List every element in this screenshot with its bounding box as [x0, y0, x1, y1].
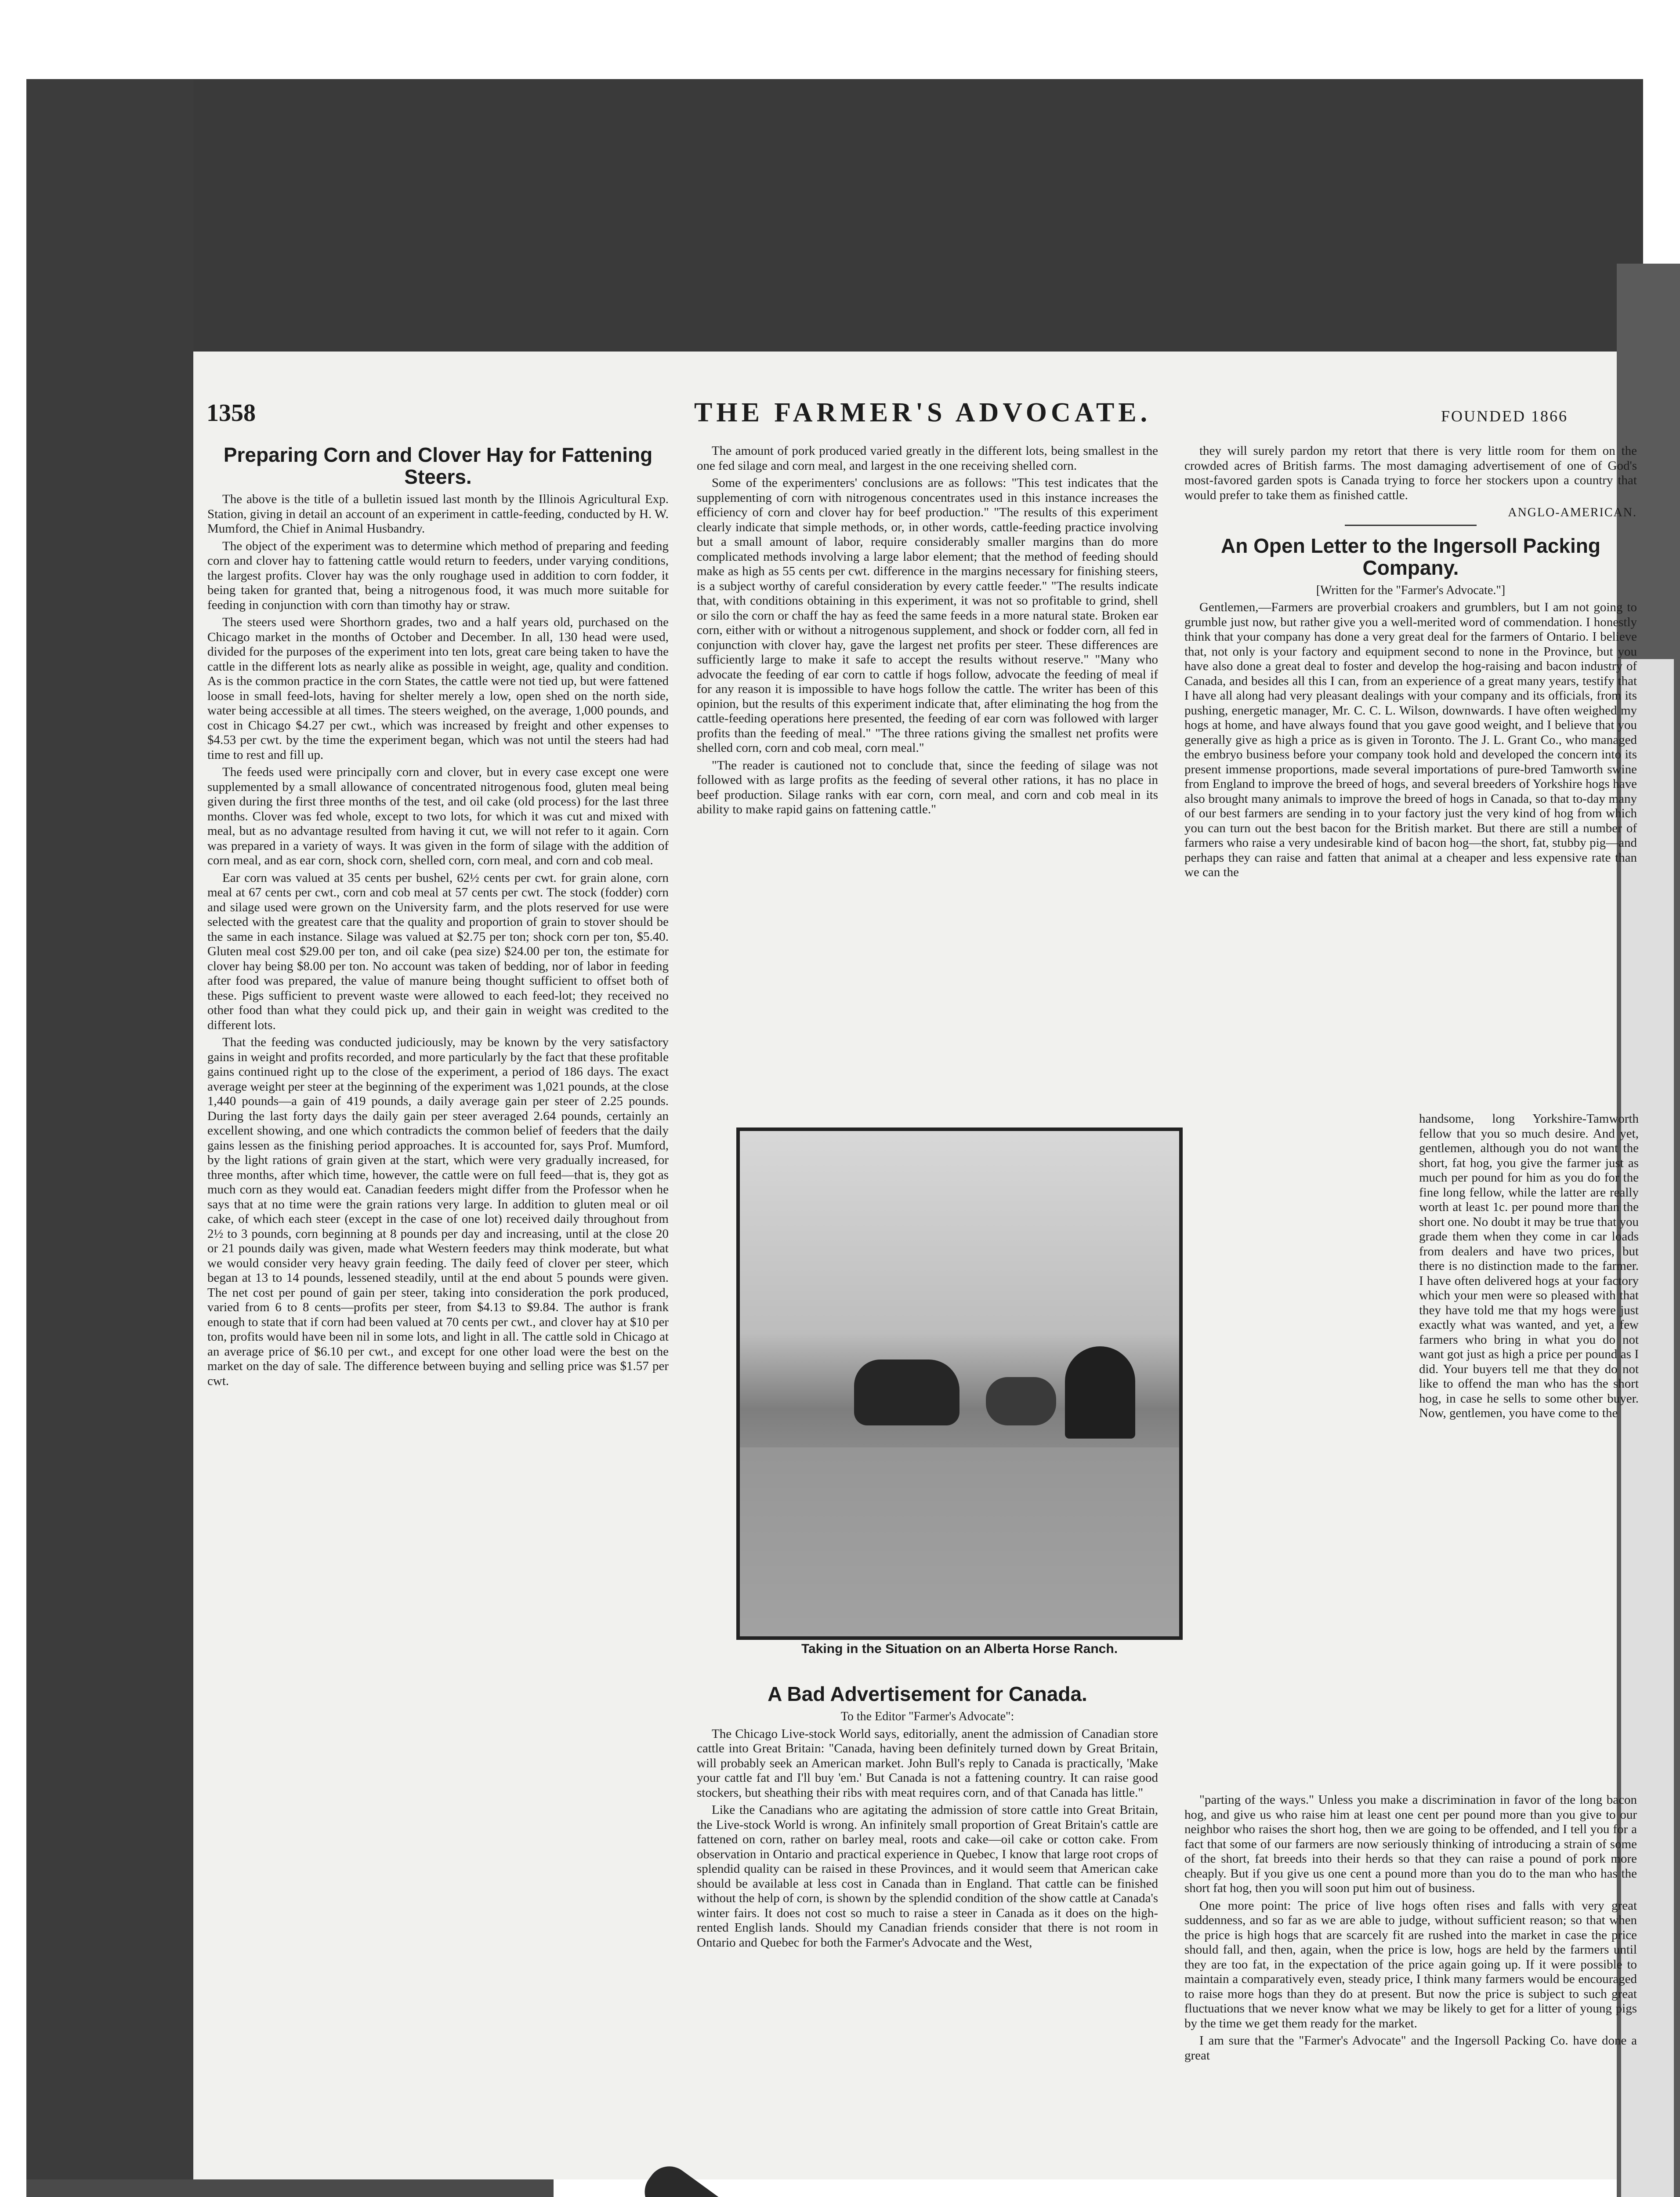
- article-title-corn-clover: Preparing Corn and Clover Hay for Fattening Steers.: [223, 443, 653, 488]
- column-right-narrow: [1419, 1112, 1639, 1424]
- horse-figure: [986, 1377, 1056, 1425]
- horse-figure: [854, 1360, 959, 1425]
- paragraph: The amount of pork produced varied greatly in the different lots, being smallest in the one fed silage and corn meal, and largest in the one receiving shelled corn.: [697, 444, 1158, 473]
- article-title-bad-advertisement: A Bad Advertisement for Canada.: [768, 1682, 1087, 1705]
- scan-shadow-bottom: [26, 2179, 554, 2197]
- page-number: 1358: [206, 399, 256, 427]
- column-middle-lower: [697, 1683, 1158, 1953]
- paragraph: they will surely pardon my retort that there is very little room for them on the crowded acres of British farms. The most damaging advertisement of one of God's most-favored garden spots is Canada trying to force her stockers upon a country that would prefer to take them as finished cattle.: [1184, 444, 1637, 502]
- written-for-note: [Written for the "Farmer's Advocate."]: [1316, 583, 1506, 597]
- paragraph: Gentlemen,—Farmers are proverbial croakers and grumblers, but I am not going to grumble just now, but rather give you a well-merited word of commendation. I honestly think that your company has done a very great deal for the farmers of Ontario. I believe that, not only is your factory and equipment second to none in the Province, but you have also done a great deal to foster and develop the hog-raising and bacon industry of Canada, and besides all this I can, from an experience of a great many years, testify that I have all along had very pleasant dealings with your company and its officials, from its pushing, energetic manager, Mr. C. C. L. Wilson, downwards. I have often weighed my hogs at home, and have always found that you gave good weight, and I believe that you generally give as high a price as is given in Toronto. The J. L. Grant Co., who managed the embryo business before your company took hold and developed the concern into its present immense proportions, made several importations of pure-bred Tamworth swine from England to improve the breed of hogs, and several breeders of Yorkshire hogs have also brought many animals to improve the breed of hogs in Canada, so that to-day many of our best farmers are sending in to your factory just the very kind of hog from which you can turn out the best bacon for the British market. But there are still a number of farmers who raise a very undesirable kind of bacon hog—the short, fat, stubby pig—and perhaps they can raise and fatten that animal at a cheaper and less expensive rate than we can the: [1184, 600, 1637, 879]
- paragraph: Ear corn was valued at 35 cents per bushel, 62½ cents per cwt. for grain alone, corn meal at 67 cents per cwt., corn and cob meal at 57 cents per cwt. The stock (fodder) corn and silage used were grown on the University farm, and the plots reserved for use were selected with the greatest care that the quality and proportion of grain to stover should be the same in each instance. Silage was valued at $2.75 per ton; shock corn per ton, $5.40. Gluten meal cost $29.00 per ton, and oil cake (pea size) $24.00 per ton, the estimate for clover hay being $8.00 per ton. No account was taken of bedding, nor of labor in feeding after food was prepared, the value of manure being thought sufficient to offset both of these. Pigs sufficient to prevent waste were allowed to each feed-lot; they received no other food than what they could pick up, and their gain in weight was credited to the different lots.: [207, 870, 669, 1032]
- paragraph: The Chicago Live-stock World says, editorially, anent the admission of Canadian store cattle into Great Britain: "Canada, having been definitely turned down by Great Britain, will probably seek an American market. John Bull's reply to Canada is practically, 'Make your cattle fat and I'll buy 'em.' But Canada is not a fattening country. It can raise good stockers, but sheathing their ribs with meat requires corn, and of that Canada has little.": [697, 1726, 1158, 1800]
- paragraph: handsome, long Yorkshire-Tamworth fellow that you so much desire. And yet, gentlemen, although you do not want the short, fat hog, you give the farmer just as much per pound for him as you do for the fine long fellow, while the latter are really worth at least 1c. per pound more than the short one. No doubt it may be true that you grade them when they come in car loads from dealers and have two prices, but there is no distinction made to the farmer. I have often delivered hogs at your factory which your men were so pleased with that they have told me that my hogs were just exactly what was wanted, and yet, a few farmers who bring in what you do not want got just as high a price per pound as I did. Your buyers tell me that they do not like to offend the man who has the short hog, in case he sells to some other buyer. Now, gentlemen, you have come to the: [1419, 1112, 1639, 1420]
- paragraph: That the feeding was conducted judiciously, may be known by the very satisfactory gains in weight and profits recorded, and more particularly by the fact that these profitable gains continued right up to the close of the experiment, a period of 186 days. The exact average weight per steer at the beginning of the experiment was 1,021 pounds, at the close 1,440 pounds—a gain of 419 pounds, a daily average gain per steer of 2.25 pounds. During the last forty days the daily gain per steer averaged 2.64 pounds, certainly an excellent showing, and one which contradicts the common belief of feeders that the daily gains lessen as the finishing period approaches. It is accounted for, says Prof. Mumford, by the light rations of grain given at the start, which were very gradually increased, for three months, after which time, however, the cattle were on full feed—that is, they got as much corn as they would eat. Canadian feeders might differ from the Professor when he says that at no time were the grain rations very large. In addition to gluten meal or oil cake, of which each steer (except in the case of one lot) received daily throughout from 2½ to 3 pounds, corn beginning at 8 pounds per day and increasing, until at the close 20 or 21 pounds daily was given, made what Western feeders may think moderate, but what we would consider very heavy grain feeding. The daily feed of clover per steer, which began at 13 to 14 pounds, lessened steadily, until at the end about 5 pounds were given. The net cost per pound of gain per steer, taking into consideration the pork produced, varied from 6 to 8 cents—profits per steer, from $4.13 to $9.84. The author is frank enough to state that if corn had been valued at 70 cents per cwt., and clover hay at $10 per ton, profits would have been nil in some lots, and light in all. The cattle sold in Chicago at an average price of $6.10 per cwt., and except for one other load were the best on the market on the day of sale. The difference between buying and selling price was $1.57 per cwt.: [207, 1035, 669, 1388]
- paragraph: "The reader is cautioned not to conclude that, since the feeding of silage was not followed with as large profits as the feeding of several other rations, it has no place in beef production. Silage ranks with ear corn, corn meal, and corn and cob meal in its ability to make rapid gains on fattening cattle.": [697, 758, 1158, 816]
- paragraph: One more point: The price of live hogs often rises and falls with very great suddenness, and so far as we are able to judge, without sufficient reason; so that when the price is high hogs that are scarcely fit are rushed into the market in case the price should fall, and then, again, when the price is low, hogs are held by the farmers until they are too fat, in the expectation of the price again going up. If it were possible to maintain a comparatively even, steady price, I think many farmers would be encouraged to raise more hogs than they do at present. But now the price is subject to such great fluctuations that we never know what we may be likely to get for a litter of young pigs by the time we get them ready for the market.: [1184, 1898, 1637, 2030]
- paragraph: "parting of the ways." Unless you make a discrimination in favor of the long bacon hog, and give us who raise him at least one cent per pound more than you give to our neighbor who raises the short hog, then we are going to be offended, and I tell you for a fact that some of our farmers are now seriously thinking of introducing a strain of some of the short, fat breeds into their herds so that they can raise a pound of pork more cheaply. But if you give us one cent a pound more than you do to the man who has the short fat hog, then you will soon put him out of business.: [1184, 1793, 1637, 1895]
- haystack-figure: [1065, 1346, 1135, 1439]
- column-middle: [697, 444, 1158, 820]
- paragraph: The steers used were Shorthorn grades, two and a half years old, purchased on the Chicago market in the months of October and December. In all, 130 head were used, divided for the purposes of the experiment into ten lots, great care being taken to have the cattle in the different lots as nearly alike as possible in weight, age, quality and condition. As is the common practice in the corn States, the cattle were not tied up, but were fattened loose in small feed-lots, having for shelter merely a low, open shed on the north side, water being accessible at all times. The steers weighed, on the average, 1,000 pounds, and cost in Chicago $4.27 per cwt., which was increased by freight and other expenses to $4.53 per cwt. by the time the experiment began, which was not until the steers had had time to rest and fill up.: [207, 615, 669, 762]
- paragraph: The object of the experiment was to determine which method of preparing and feeding corn and clover hay to fattening cattle would return to feeders, under varying conditions, the largest profits. Clover hay was the only roughage used in addition to corn fodder, it being taken for granted that, being a nitrogenous food, it was much more suitable for feeding in conjunction with corn than timothy hay or straw.: [207, 539, 669, 612]
- signature-anglo-american: ANGLO-AMERICAN.: [1508, 506, 1637, 519]
- horse-ranch-photo: [736, 1128, 1183, 1640]
- newspaper-page: [193, 352, 1639, 2179]
- paragraph: The above is the title of a bulletin issued last month by the Illinois Agricultural Exp. Station, giving in detail an account of an experiment in cattle-feeding, conducted by H. W. Mumford, the Chief in Animal Husbandry.: [207, 492, 669, 536]
- article-title-open-letter: An Open Letter to the Ingersoll Packing Company.: [1221, 534, 1600, 579]
- photo-ground: [740, 1447, 1179, 1636]
- paragraph: The feeds used were principally corn and clover, but in every case except one were supplemented by a small allowance of concentrated nitrogenous food, gluten meal being given during the first three months of the test, and oil cake (old process) for the last three months. Clover was fed whole, except to two lots, for which it was cut and mixed with meal, but as no advantage resulted from having it cut, we will not refer to it again. Corn was prepared in a variety of ways. It was given in the form of silage with the addition of corn meal, and as ear corn, shock corn, shelled corn, corn meal, and corn and cob meal.: [207, 765, 669, 867]
- divider-rule: [1345, 525, 1477, 526]
- to-editor-note: To the Editor "Farmer's Advocate":: [840, 1710, 1014, 1723]
- paragraph: I am sure that the "Farmer's Advocate" and the Ingersoll Packing Co. have done a great: [1184, 2034, 1637, 2063]
- scan-shadow-top: [26, 79, 1643, 352]
- photo-caption: Taking in the Situation on an Alberta Horse Ranch.: [801, 1642, 1118, 1656]
- masthead-title: THE FARMER'S ADVOCATE.: [694, 398, 1151, 428]
- paragraph: Some of the experimenters' conclusions are as follows: "This test indicates that the supplementing of corn with nitrogenous concentrates used in this instance increases the efficiency of corn and clover hay for beef production." "The results of this experiment clearly indicate that simple methods, or, in other words, cattle-feeding practice involving but a small amount of labor, require considerably smaller margins than do more complicated methods involving a large labor element; that the method of feeding should make as high as 55 cents per cwt. difference in the margins necessary for finishing steers, is a subject worthy of careful consideration by every cattle feeder." "The results indicate that, with conditions obtaining in this experiment, it was not so profitable to grind, shell or silo the corn or chaff the hay as feed the same feeds in a more natural state. Broken ear corn, either with or without a nitrogenous supplement, and shock or fodder corn, all fed in conjunction with clover hay, gave the largest net profits per steer. These differences are sufficiently large to make it safe to accept the results without reserve." "Many who advocate the feeding of ear corn to cattle if hogs follow, advocate the feeding of meal if for any reason it is impossible to have hogs follow the cattle. The writer has been of this opinion, but the results of this experiment indicate that, after eliminating the hog from the cattle-feeding operations here presented, the feeding of ear corn was followed with larger profits than the feeding of meal." "The three rations giving the smallest net profits were shelled corn, corn and cob meal, corn meal.": [697, 476, 1158, 755]
- paragraph: Like the Canadians who are agitating the admission of store cattle into Great Britain, the Live-stock World is wrong. An infinitely small proportion of Great Britain's cattle are fattened on corn, rather on barley meal, roots and cake—oil cake or cotton cake. From observation in Ontario and practical experience in Quebec, I know that large root crops of splendid quality can be raised in these Provinces, and it would seem that American cake should be available at less cost in Canada than in England. That cattle can be finished without the help of corn, is shown by the splendid condition of the show cattle at Canada's winter fairs. It does not cost so much to raise a steer in Canada as it does on the high-rented English lands. Should my Canadian friends consider that there is not room in Ontario and Quebec for both the Farmer's Advocate and the West,: [697, 1803, 1158, 1950]
- scan-shadow-left: [26, 79, 193, 2179]
- column-right-lower: [1184, 1793, 1637, 2066]
- column-left: [207, 444, 669, 1391]
- founded-note: FOUNDED 1866: [1441, 407, 1568, 425]
- column-right: [1184, 444, 1637, 883]
